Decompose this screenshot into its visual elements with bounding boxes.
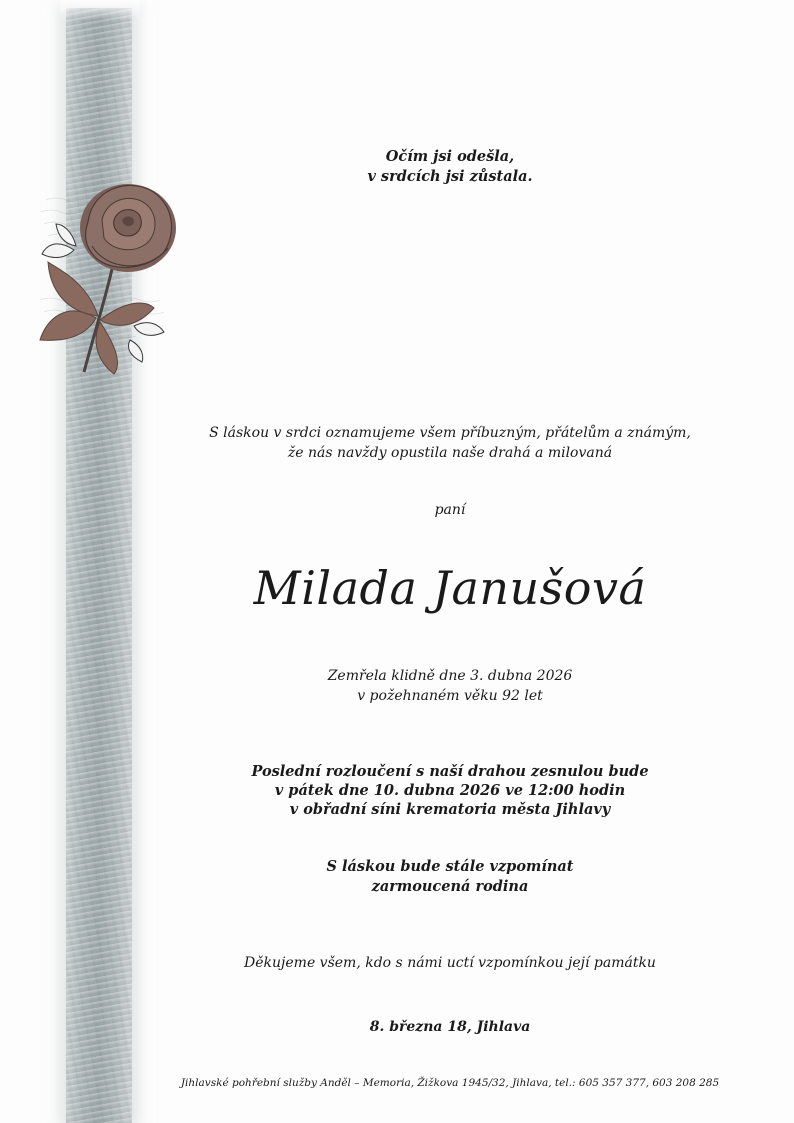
deceased-name: Milada Janušová	[253, 561, 647, 615]
family-line-2: zarmoucená rodina	[371, 878, 529, 895]
intro-line-2: že nás navždy opustila naše drahá a milovaná	[287, 445, 613, 461]
intro-line-1: S láskou v srdci oznamujeme všem příbuzným, přátelům a známým,	[209, 425, 691, 441]
motto	[200, 147, 700, 187]
ceremony-line-2: v pátek dne 10. dubna 2026 ve 12:00 hodin	[274, 782, 626, 799]
death-line-2: v požehnaném věku 92 let	[357, 688, 543, 704]
band-fade	[60, 0, 140, 20]
funeral-service-footer: Jihlavské pohřební služby Anděl – Memoria, Žižkova 1945/32, Jihlava, tel.: 605 357 377, 603 208 285	[180, 1077, 720, 1089]
salutation: paní	[434, 502, 466, 518]
family-line-1: S láskou bude stále vzpomínat	[326, 858, 574, 875]
rose-bloom	[80, 184, 176, 272]
rose-icon	[26, 150, 206, 380]
motto-line-1: Očím jsi odešla,	[385, 148, 515, 165]
ceremony-line-3: v obřadní síni krematoria města Jihlavy	[289, 801, 611, 818]
family-signature	[200, 857, 700, 897]
announcement-intro	[180, 423, 720, 463]
thanks-note: Děkujeme všem, kdo s námi uctí vzpomínkou její památku	[244, 955, 656, 971]
ceremony-info	[200, 762, 700, 819]
motto-line-2: v srdcích jsi zůstala.	[367, 168, 533, 185]
ceremony-line-1: Poslední rozloučení s naší drahou zesnulou bude	[251, 763, 649, 780]
death-line-1: Zemřela klidně dne 3. dubna 2026	[327, 668, 573, 684]
date-place: 8. března 18, Jihlava	[369, 1019, 531, 1035]
death-info	[200, 666, 700, 706]
